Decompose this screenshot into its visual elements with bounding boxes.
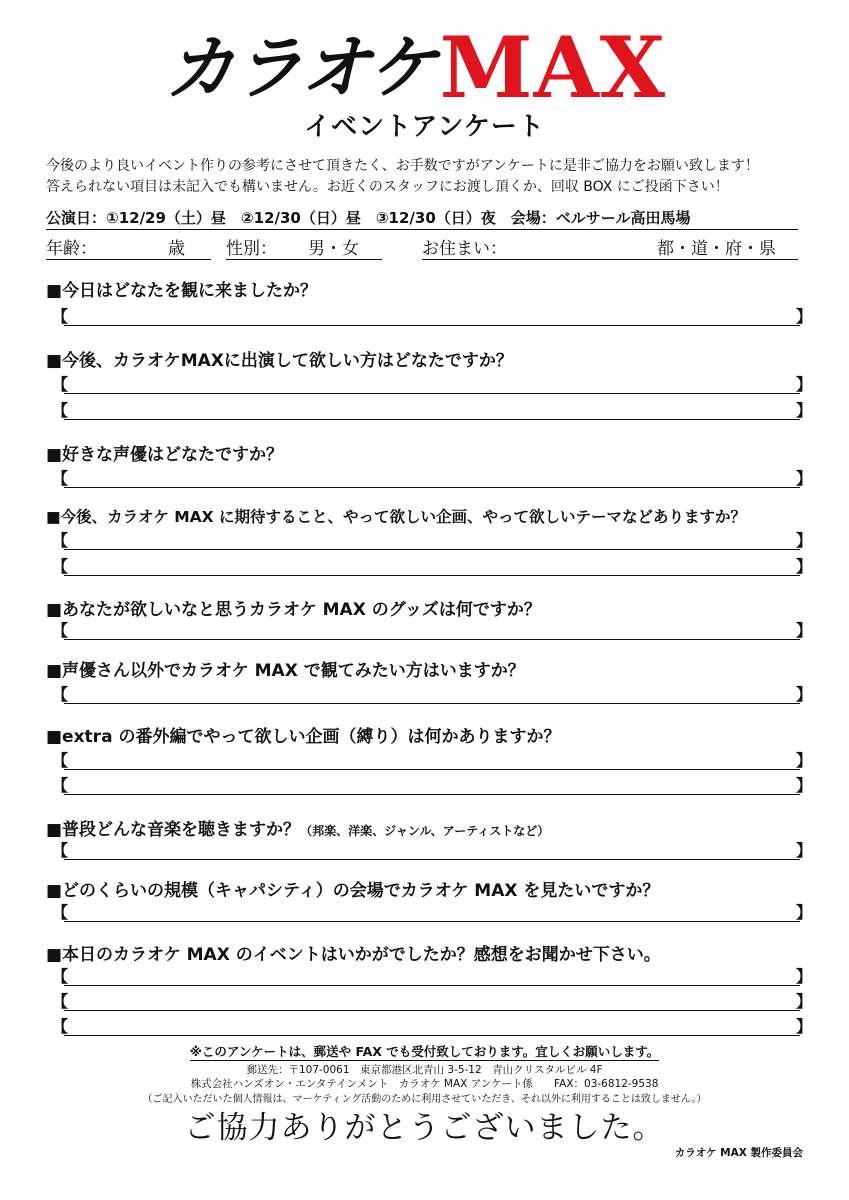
close-bracket: 】	[795, 685, 812, 704]
answer-line[interactable]	[52, 902, 812, 924]
close-bracket: 】	[795, 967, 812, 986]
address-field[interactable]	[422, 259, 798, 260]
question-9: ■どのくらいの規模（キャパシティ）の会場でカラオケ MAX を見たいですか？	[46, 881, 660, 901]
address-suffix: 都・道・府・県	[657, 239, 776, 259]
close-bracket: 】	[795, 992, 812, 1011]
close-bracket: 】	[795, 557, 812, 576]
event-info: 公演日：①12/29（土）昼 ②12/30（日）昼 ③12/30（日）夜 会場：ベルサール高田馬場	[46, 207, 798, 230]
fax-notice-text: ※このアンケートは、郵送や FAX でも受付致しております。宜しくお願いします。	[189, 1044, 660, 1059]
open-bracket: 【	[52, 531, 69, 550]
close-bracket: 】	[795, 531, 812, 550]
answer-line[interactable]	[52, 530, 812, 552]
intro-text	[46, 156, 826, 198]
close-bracket: 】	[795, 307, 812, 326]
question-4: ■今後、カラオケ MAX に期待すること、やって欲しい企画、やって欲しいテーマなどありますか？	[46, 508, 747, 526]
answer-line[interactable]	[52, 306, 812, 328]
answer-line[interactable]	[52, 620, 812, 642]
close-bracket: 】	[795, 841, 812, 860]
close-bracket: 】	[795, 401, 812, 420]
open-bracket: 【	[52, 841, 69, 860]
question-3: ■好きな声優はどなたですか？	[46, 445, 284, 465]
question-8-text: ■普段どんな音楽を聴きますか？	[46, 820, 301, 840]
open-bracket: 【	[52, 557, 69, 576]
answer-line[interactable]	[52, 556, 812, 578]
answer-line[interactable]	[52, 684, 812, 706]
question-10: ■本日のカラオケ MAX のイベントはいかがでしたか？感想をお聞かせ下さい。	[46, 945, 661, 965]
age-label: 年齢：	[46, 239, 97, 259]
privacy-note: （ご記入いただいた個人情報は、マーケティング活動のために利用させていただき、それ以外に利用することは致しません。）	[142, 1094, 707, 1105]
open-bracket: 【	[52, 685, 69, 704]
age-unit: 歳	[168, 239, 185, 259]
close-bracket: 】	[795, 375, 812, 394]
logo	[165, 18, 705, 117]
open-bracket: 【	[52, 307, 69, 326]
intro-line: 答えられない項目は未記入でも構いません。お近くのスタッフにお渡し頂くか、回収 BOX にご投函下さい！	[46, 179, 729, 195]
answer-line[interactable]	[52, 374, 812, 396]
committee-name: カラオケ MAX 製作委員会	[674, 1147, 803, 1159]
answer-line[interactable]	[52, 1016, 812, 1038]
close-bracket: 】	[795, 903, 812, 922]
page-subtitle: イベントアンケート	[304, 112, 545, 142]
open-bracket: 【	[52, 469, 69, 488]
age-field[interactable]	[46, 259, 211, 260]
question-8-note: （邦楽、洋楽、ジャンル、アーティストなど）	[300, 824, 550, 838]
answer-line[interactable]	[52, 840, 812, 862]
open-bracket: 【	[52, 375, 69, 394]
question-2: ■今後、カラオケMAXに出演して欲しい方はどなたですか？	[46, 351, 513, 371]
question-6: ■声優さん以外でカラオケ MAX で観てみたい方はいますか？	[46, 661, 525, 681]
question-1: ■今日はどなたを観に来ましたか？	[46, 281, 318, 301]
answer-line[interactable]	[52, 775, 812, 797]
thanks-message: ご協力ありがとうございました。	[184, 1110, 665, 1146]
open-bracket: 【	[52, 401, 69, 420]
mailing-address: 郵送先：〒107-0061 東京都港区北青山 3-5-12 青山クリスタルビル 4F	[246, 1064, 603, 1076]
open-bracket: 【	[52, 903, 69, 922]
company-info: 株式会社ハンズオン・エンタテインメント カラオケ MAX アンケート係 FAX：03-6812-9538	[190, 1078, 659, 1090]
close-bracket: 】	[795, 469, 812, 488]
logo-kana: カラオケ	[165, 27, 436, 109]
answer-line[interactable]	[52, 750, 812, 772]
answer-line[interactable]	[52, 991, 812, 1013]
open-bracket: 【	[52, 776, 69, 795]
close-bracket: 】	[795, 1017, 812, 1036]
gender-label: 性別：	[226, 239, 277, 259]
close-bracket: 】	[795, 751, 812, 770]
gender-field[interactable]	[226, 259, 382, 260]
address-label: お住まい：	[422, 239, 507, 259]
open-bracket: 【	[52, 621, 69, 640]
fax-notice	[0, 1042, 849, 1060]
open-bracket: 【	[52, 751, 69, 770]
close-bracket: 】	[795, 621, 812, 640]
intro-line: 今後のより良いイベント作りの参考にさせて頂きたく、お手数ですがアンケートに是非ご協力をお願い致します！	[46, 158, 759, 174]
question-7: ■extra の番外編でやって欲しい企画（縛り）は何かありますか？	[46, 727, 561, 747]
answer-line[interactable]	[52, 400, 812, 422]
logo-max: MAX	[439, 18, 666, 117]
open-bracket: 【	[52, 967, 69, 986]
profile-row	[46, 234, 798, 260]
open-bracket: 【	[52, 1017, 69, 1036]
answer-line[interactable]	[52, 966, 812, 988]
question-5: ■あなたが欲しいなと思うカラオケ MAX のグッズは何ですか？	[46, 600, 541, 620]
question-8	[46, 815, 549, 840]
answer-line[interactable]	[52, 468, 812, 490]
close-bracket: 】	[795, 776, 812, 795]
open-bracket: 【	[52, 992, 69, 1011]
gender-options: 男・女	[308, 239, 359, 259]
